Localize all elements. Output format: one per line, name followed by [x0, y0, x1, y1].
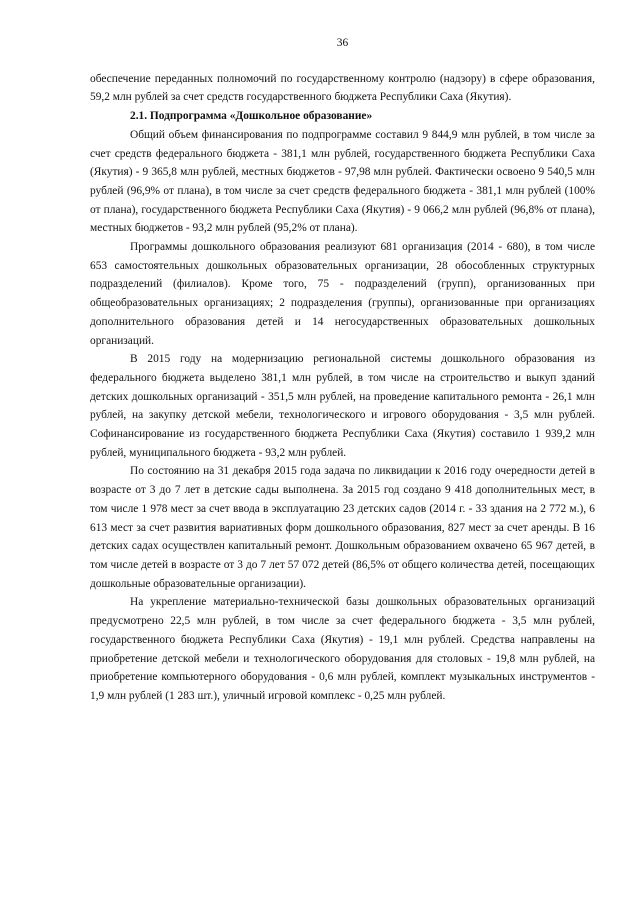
section-heading: 2.1. Подпрограмма «Дошкольное образование» — [130, 110, 373, 123]
paragraph-modernization: В 2015 году на модернизацию региональной системы дошкольного образования из федерального бюджета выделено 381,1 млн рублей, в том числе на строительство и выкуп зданий детских дошкольных организаций - 351,5 млн рублей, на проведение капитального ремонта - 26,1 млн рублей, на закупку детской мебели, технологического и игрового оборудования - 3,5 млн рублей. Софинансирование из государственного бюджета Республики Саха (Якутия) составило 1 939,2 млн рублей, муниципального бюджета - 93,2 млн рублей. — [90, 353, 595, 459]
paragraph-organizations: Программы дошкольного образования реализуют 681 организация (2014 - 680), в том числе 653 самостоятельных дошкольных образовательных организации, 28 обособленных структурных подразделений (филиалов). Кроме того, 75 - подразделений (групп), организованных при общеобразовательных организациях; 2 подразделения (группы), организованные при организациях дополнительного образования детей и 14 негосударственных образовательных дошкольных организаций. — [90, 241, 595, 347]
paragraph-continuation: обеспечение переданных полномочий по государственному контролю (надзору) в сфере образования, 59,2 млн рублей за счет средств государственного бюджета Республики Саха (Якутия). — [90, 72, 595, 104]
paragraph-financing: Общий объем финансирования по подпрограмме составил 9 844,9 млн рублей, в том числе за счет средств федерального бюджета - 381,1 млн рублей, государственного бюджета Республики Саха (Якутия) - 9 365,8 млн рублей, местных бюджетов - 97,98 млн рублей. Фактически освоено 9 540,5 млн рублей (96,9% от плана), в том числе за счет средств федерального бюджета - 381,1 млн рублей (100% от плана), государственного бюджета Республики Саха (Якутия) - 9 066,2 млн рублей (96,8% от плана), местных бюджетов - 93,2 млн рублей (95,2% от плана). — [90, 128, 595, 235]
paragraph-queue: По состоянию на 31 декабря 2015 года задача по ликвидации к 2016 году очередности детей в возрасте от 3 до 7 лет в детские сады выполнена. За 2015 год создано 9 418 дополнительных мест, в том числе 1 978 мест за счет ввода в эксплуатацию 23 детских садов (2014 г. - 33 здания на 2 772 м.), 6 613 мест за счет развития вариативных форм дошкольного образования, 827 мест за счет аренды. В 16 детских садах осуществлен капитальный ремонт. Дошкольным образованием охвачено 65 967 детей, в том числе детей в возрасте от 3 до 7 лет 57 072 детей (86,5% от общего количества детей, посещающих дошкольные образовательные организации). — [90, 465, 595, 590]
paragraph-material-base: На укрепление материально-технической базы дошкольных образовательных организаций предусмотрено 22,5 млн рублей, в том числе за счет федерального бюджета - 3,5 млн рублей, государственного бюджета Республики Саха (Якутия) - 19,1 млн рублей. Средства направлены на приобретение детской мебели и технологического оборудования для столовых - 19,8 млн рублей, на приобретение компьютерного оборудования - 0,6 млн рублей, комплект музыкальных инструментов - 1,9 млн рублей (1 283 шт.), уличный игровой комплекс - 0,25 млн рублей. — [90, 596, 595, 702]
document-page — [90, 34, 595, 706]
page-number: 36 — [336, 37, 349, 49]
